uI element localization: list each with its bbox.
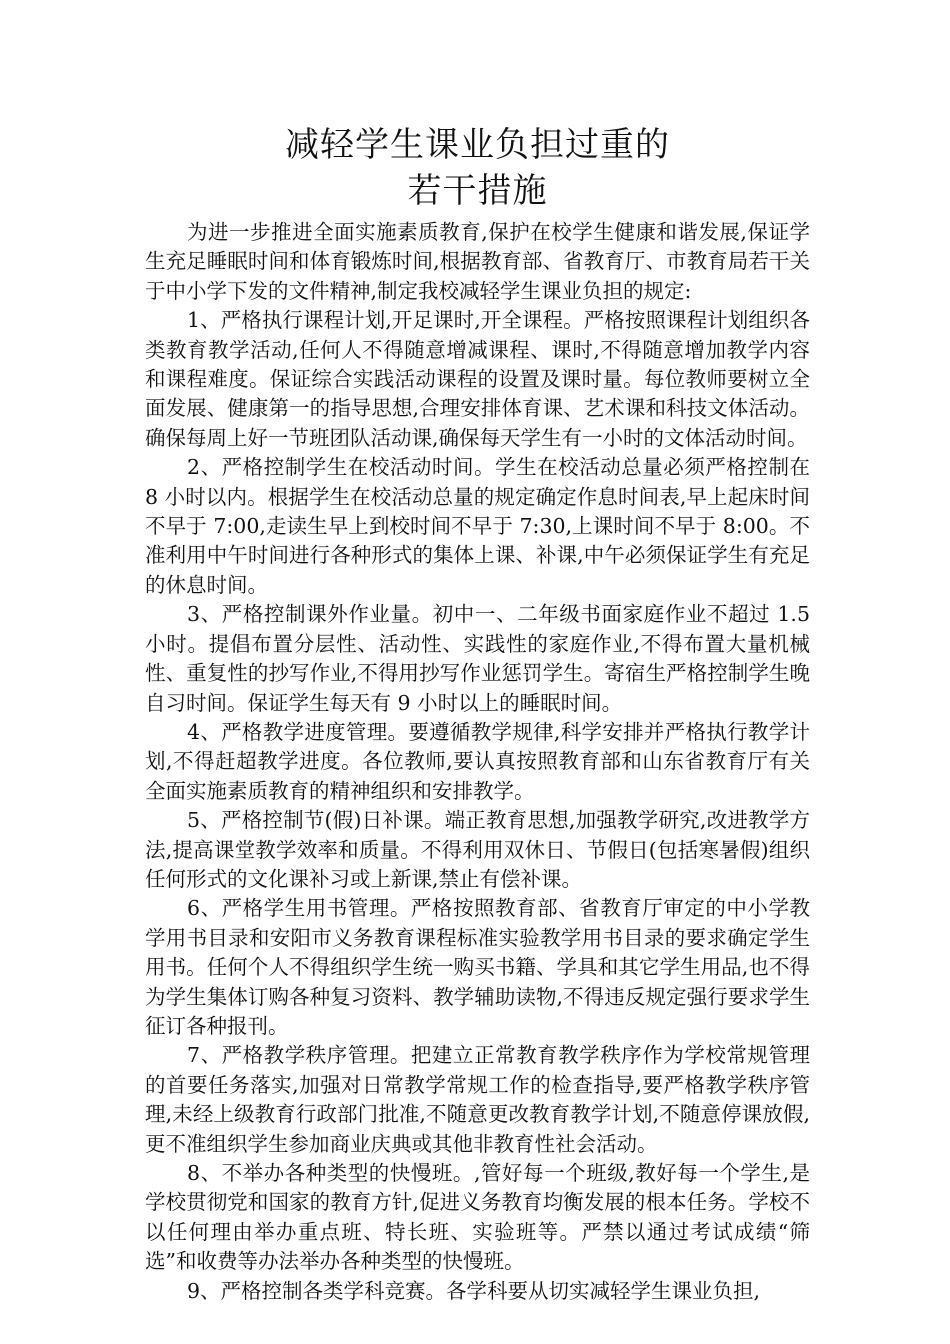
measure-7-paragraph: 7、严格教学秩序管理。把建立正常教育教学秩序作为学校常规管理的首要任务落实,加强对日常教学常规工作的检查指导,要严格教学秩序管理,未经上级教育行政部门批准,不随意更改教育教学计划,不随意停课放假,更不准组织学生参加商业庆典或其他非教育性社会活动。	[145, 1043, 810, 1156]
measure-2-paragraph: 2、严格控制学生在校活动时间。学生在校活动总量必须严格控制在 8 小时以内。根据学生在校活动总量的规定确定作息时间表,早上起床时间不早于 7:00,走读生早上到校时间不早于 7:30,上课时间不早于 8:00。不准利用中午时间进行各种形式的集体上课、补课,中午必须保证学生有充足的休息时间。	[145, 455, 810, 597]
measure-1-paragraph: 1、严格执行课程计划,开足课时,开全课程。严格按照课程计划组织各类教育教学活动,任何人不得随意增减课程、课时,不得随意增加教学内容和课程难度。保证综合实践活动课程的设置及课时量。每位教师要树立全面发展、健康第一的指导思想,合理安排体育课、艺术课和科技文体活动。确保每周上好一节班团队活动课,确保每天学生有一小时的文体活动时间。	[145, 308, 810, 450]
intro-paragraph: 为进一步推进全面实施素质教育,保护在校学生健康和谐发展,保证学生充足睡眠时间和体育锻炼时间,根据教育部、省教育厅、市教育局若干关于中小学下发的文件精神,制定我校减轻学生课业负担的规定:	[145, 220, 810, 303]
measure-9-paragraph: 9、严格控制各类学科竞赛。各学科要从切实减轻学生课业负担,	[187, 1278, 761, 1303]
title-line-2: 若干措施	[407, 171, 548, 211]
measure-4-paragraph: 4、严格教学进度管理。要遵循教学规律,科学安排并严格执行教学计划,不得赶超教学进度。各位教师,要认真按照教育部和山东省教育厅有关全面实施素质教育的精神组织和安排教学。	[145, 719, 810, 803]
measure-3-paragraph: 3、严格控制课外作业量。初中一、二年级书面家庭作业不超过 1.5 小时。提倡布置分层性、活动性、实践性的家庭作业,不得布置大量机械性、重复性的抄写作业,不得用抄写作业惩罚学生。寄宿生严格控制学生晚自习时间。保证学生每天有 9 小时以上的睡眠时间。	[145, 602, 810, 715]
measure-6-paragraph: 6、严格学生用书管理。严格按照教育部、省教育厅审定的中小学教学用书目录和安阳市义务教育课程标准实验教学用书目录的要求确定学生用书。任何个人不得组织学生统一购买书籍、学具和其它学生用品,也不得为学生集体订购各种复习资料、教学辅助读物,不得违反规定强行要求学生征订各种报刊。	[145, 896, 810, 1038]
measure-5-paragraph: 5、严格控制节(假)日补课。端正教育思想,加强教学研究,改进教学方法,提高课堂教学效率和质量。不得利用双休日、节假日(包括寒暑假)组织任何形式的文化课补习或上新课,禁止有偿补课。	[145, 808, 810, 891]
document-body	[145, 218, 810, 1306]
document-page	[145, 122, 810, 1306]
measure-8-paragraph: 8、不举办各种类型的快慢班。,管好每一个班级,教好每一个学生,是学校贯彻党和国家的教育方针,促进义务教育均衡发展的根本任务。学校不以任何理由举办重点班、特长班、实验班等。严禁以通过考试成绩“筛选”和收费等办法举办各种类型的快慢班。	[145, 1161, 810, 1274]
title-line-1: 减轻学生课业负担过重的	[285, 125, 670, 165]
document-title	[145, 122, 810, 214]
